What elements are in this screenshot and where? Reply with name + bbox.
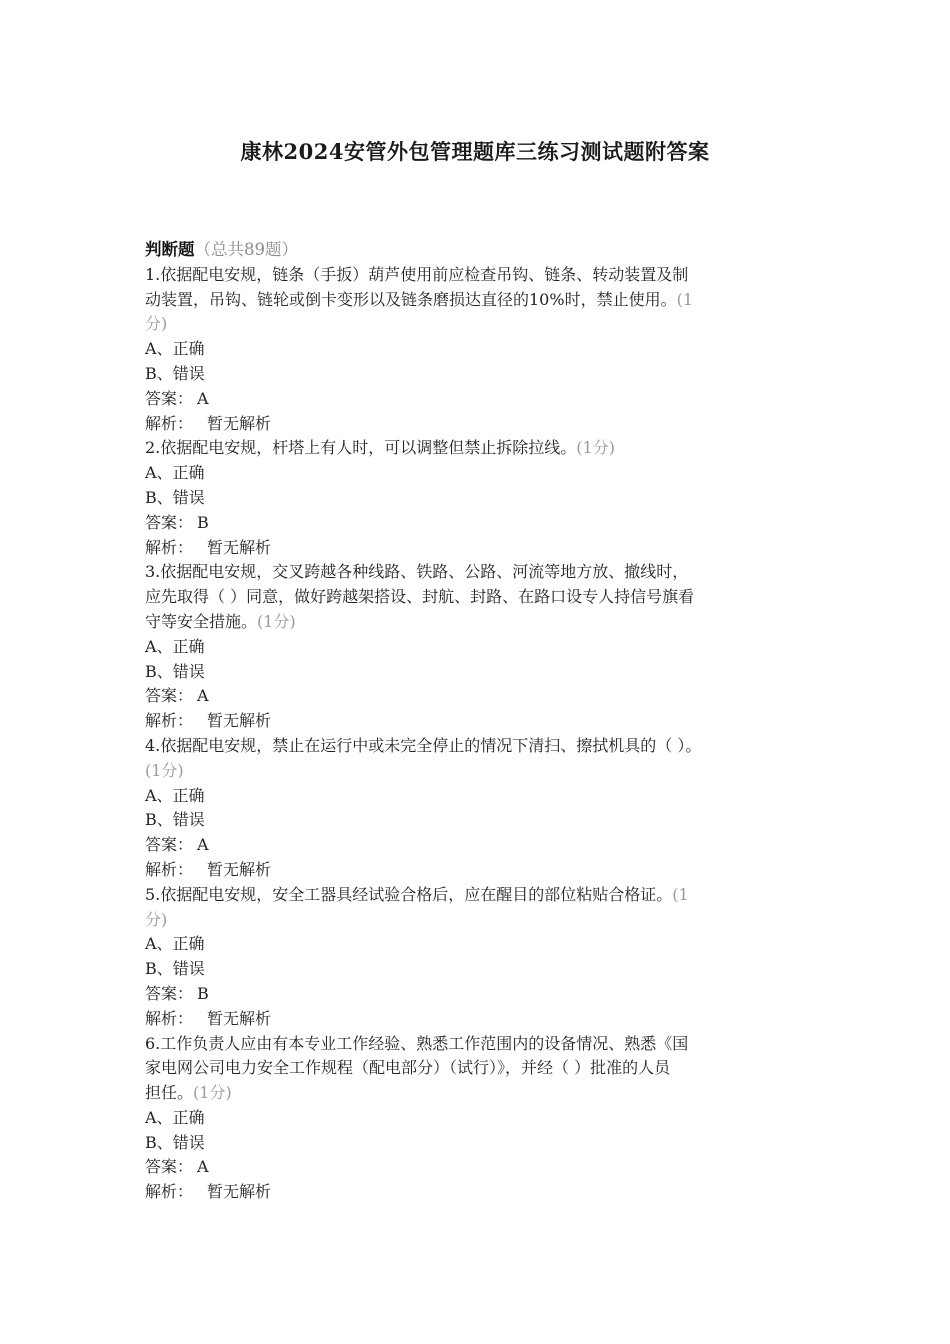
question-score: (1分) xyxy=(257,611,296,631)
question-score: (1分) xyxy=(193,1083,232,1103)
analysis-label: 解析： xyxy=(145,413,194,433)
question-text-line: 3.依据配电安规，交叉跨越各种线路、铁路、公路、河流等地方放、撤线时， xyxy=(145,562,689,582)
option-a: A、正确 xyxy=(145,636,205,656)
analysis-line xyxy=(145,709,825,734)
section-label: 判断题 xyxy=(145,240,195,259)
question-text-line: 2.依据配电安规，杆塔上有人时，可以调整但禁止拆除拉线。(1分) xyxy=(145,438,615,458)
question-list xyxy=(145,238,825,1205)
question-score: (1 xyxy=(676,289,693,309)
answer-label: 答案： xyxy=(145,835,194,855)
analysis-line xyxy=(145,536,825,561)
question-item xyxy=(145,883,825,1032)
answer-label: 答案： xyxy=(145,388,194,408)
answer-line xyxy=(145,1155,825,1180)
question-item xyxy=(145,560,825,734)
option-a: A、正确 xyxy=(145,1107,205,1127)
question-item xyxy=(145,436,825,560)
section-count: （总共89题） xyxy=(194,240,298,259)
analysis-value: 暂无解析 xyxy=(207,413,272,433)
answer-line xyxy=(145,684,825,709)
option-a: A、正确 xyxy=(145,339,205,359)
analysis-label: 解析： xyxy=(145,711,194,731)
answer-value: A xyxy=(197,388,209,408)
answer-value: B xyxy=(197,983,209,1003)
answer-value: B xyxy=(197,512,209,532)
analysis-line xyxy=(145,1007,825,1032)
analysis-label: 解析： xyxy=(145,1182,194,1202)
question-text-line: 5.依据配电安规，安全工器具经试验合格后，应在醒目的部位粘贴合格证。(1 xyxy=(145,884,689,904)
question-score: (1 xyxy=(672,884,689,904)
question-item xyxy=(145,1032,825,1206)
question-text-line: 家电网公司电力安全工作规程（配电部分）（试行）》，并经（ ）批准的人员 xyxy=(145,1058,671,1078)
answer-label: 答案： xyxy=(145,983,194,1003)
document-title: 康林2024安管外包管理题库三练习测试题附答案 xyxy=(240,139,710,164)
option-b: B、错误 xyxy=(145,959,205,979)
option-b: B、错误 xyxy=(145,810,205,830)
question-score: (1分) xyxy=(576,438,615,458)
answer-line xyxy=(145,833,825,858)
analysis-value: 暂无解析 xyxy=(207,711,272,731)
option-a: A、正确 xyxy=(145,785,205,805)
answer-line xyxy=(145,387,825,412)
question-text-line: 6.工作负责人应由有本专业工作经验、熟悉工作范围内的设备情况、熟悉《国 xyxy=(145,1033,689,1053)
question-text-line: 守等安全措施。(1分) xyxy=(145,611,296,631)
option-b: B、错误 xyxy=(145,487,205,507)
analysis-label: 解析： xyxy=(145,859,194,879)
analysis-value: 暂无解析 xyxy=(207,1008,272,1028)
analysis-line xyxy=(145,412,825,437)
question-text-line: 4.依据配电安规，禁止在运行中或未完全停止的情况下清扫、擦拭机具的（ ）。 xyxy=(145,735,702,755)
option-b: B、错误 xyxy=(145,1132,205,1152)
section-header xyxy=(145,238,825,263)
question-score: 分) xyxy=(145,909,168,929)
question-text-line: 动装置，吊钩、链轮或倒卡变形以及链条磨损达直径的10%时，禁止使用。(1 xyxy=(145,289,693,309)
analysis-label: 解析： xyxy=(145,537,194,557)
answer-label: 答案： xyxy=(145,512,194,532)
option-a: A、正确 xyxy=(145,463,205,483)
answer-value: A xyxy=(197,686,209,706)
question-text-line: 担任。(1分) xyxy=(145,1083,232,1103)
answer-label: 答案： xyxy=(145,1157,194,1177)
answer-value: A xyxy=(197,1157,209,1177)
analysis-line xyxy=(145,858,825,883)
analysis-line xyxy=(145,1180,825,1205)
question-item xyxy=(145,263,825,437)
answer-label: 答案： xyxy=(145,686,194,706)
answer-line xyxy=(145,511,825,536)
option-b: B、错误 xyxy=(145,363,205,383)
analysis-value: 暂无解析 xyxy=(207,859,272,879)
question-text-line: 1.依据配电安规，链条（手扳）葫芦使用前应检查吊钩、链条、转动装置及制 xyxy=(145,264,689,284)
answer-line xyxy=(145,982,825,1007)
option-a: A、正确 xyxy=(145,934,205,954)
analysis-label: 解析： xyxy=(145,1008,194,1028)
analysis-value: 暂无解析 xyxy=(207,1182,272,1202)
question-score: 分) xyxy=(145,314,168,334)
question-item xyxy=(145,734,825,883)
option-b: B、错误 xyxy=(145,661,205,681)
question-text-line: 应先取得（ ）同意，做好跨越架搭设、封航、封路、在路口设专人持信号旗看 xyxy=(145,587,695,607)
question-score: (1分) xyxy=(145,760,184,780)
analysis-value: 暂无解析 xyxy=(207,537,272,557)
answer-value: A xyxy=(197,835,209,855)
